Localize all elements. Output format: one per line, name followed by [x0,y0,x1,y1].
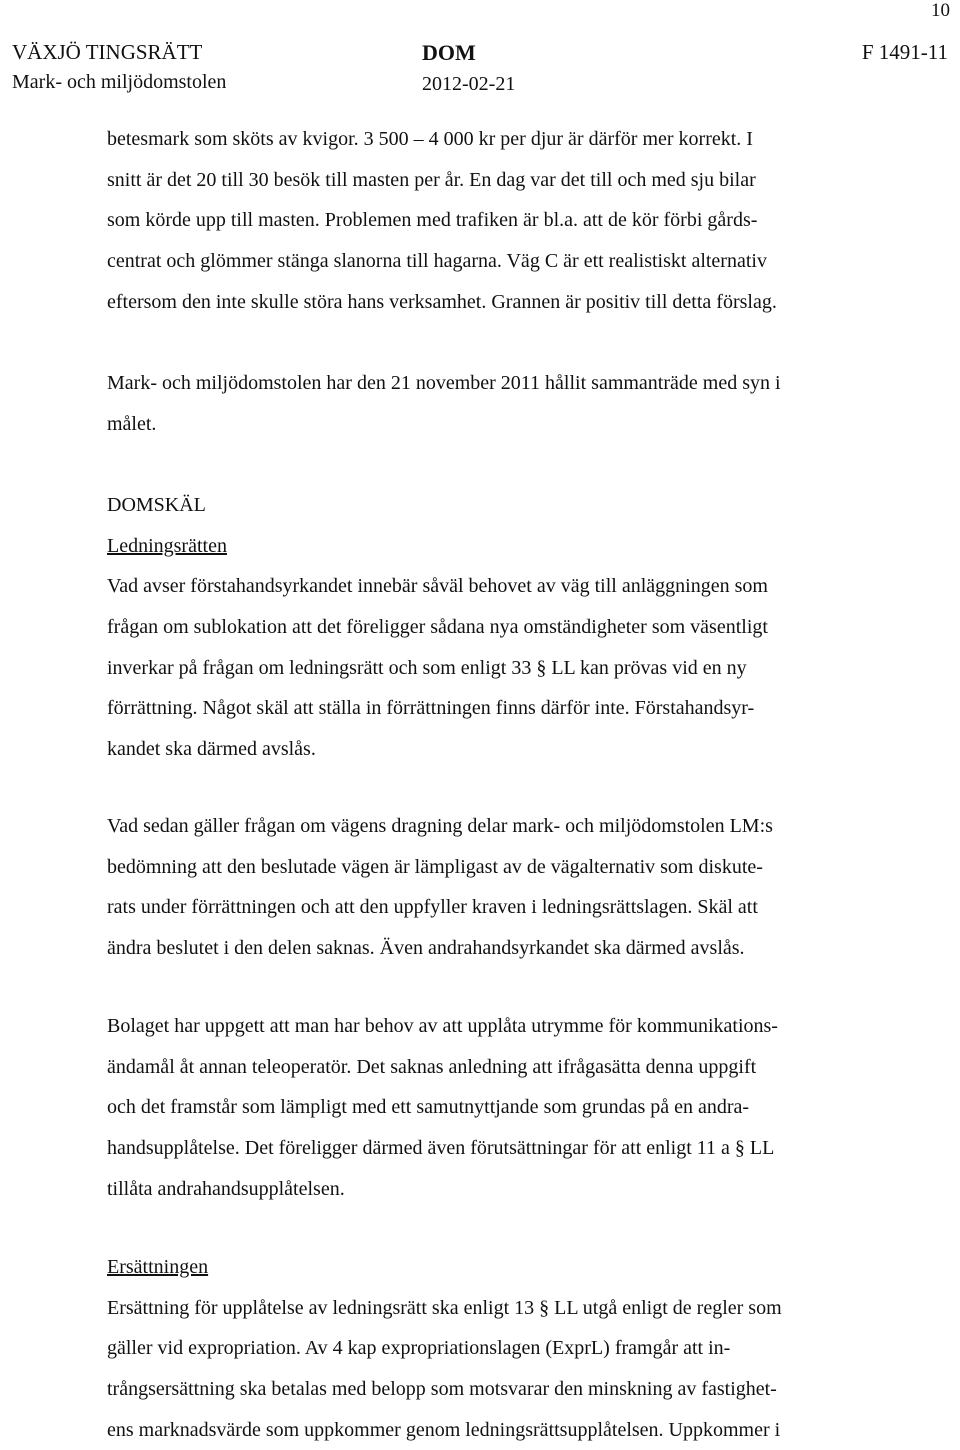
case-number: F 1491-11 [861,40,948,64]
court-name: VÄXJÖ TINGSRÄTT [12,40,203,64]
text-line: handsupplåtelse. Det föreligger därmed även förutsättningar för att enligt 11 a § LL [107,1137,775,1160]
text-line: snitt är det 20 till 30 besök till masten per år. En dag var det till och med sju bilar [107,168,756,191]
subheading-ledningsratten: Ledningsrätten [107,534,227,557]
intro-paragraph-1 [107,119,907,322]
text-line: ändamål åt annan teleoperatör. Det saknas anledning att ifrågasätta denna uppgift [107,1055,757,1078]
text-line: Ersättning för upplåtelse av ledningsrätt ska enligt 13 § LL utgå enligt de regler som [107,1296,782,1319]
domskal-paragraph-1 [107,566,907,769]
text-line: tillåta andrahandsupplåtelsen. [107,1177,345,1200]
text-line: gäller vid expropriation. Av 4 kap expropriationslagen (ExprL) framgår att in- [107,1337,731,1360]
department-name: Mark- och miljödomstolen [12,71,227,93]
intro-section [107,119,907,445]
text-line: förrättning. Något skäl att ställa in förrättningen finns därför inte. Förstahandsyr- [107,697,755,720]
domskal-paragraph-3 [107,1006,907,1209]
text-line: rats under förrättningen och att den uppfyller kraven i ledningsrättslagen. Skäl att [107,896,758,919]
ersattning-section [107,1247,907,1450]
text-line: som körde upp till masten. Problemen med trafiken är bl.a. att de kör förbi gårds- [107,209,758,232]
text-line: Mark- och miljödomstolen har den 21 november 2011 hållit sammanträde med syn i [107,372,781,395]
text-line: och det framstår som lämpligt med ett samutnyttjande som grundas på en andra- [107,1096,750,1119]
text-line: betesmark som sköts av kvigor. 3 500 – 4 000 kr per djur är därför mer korrekt. I [107,128,753,150]
text-line: Vad avser förstahandsyrkandet innebär såväl behovet av väg till anläggningen som [107,575,768,598]
text-line: bedömning att den beslutade vägen är lämpligast av de vägalternativ som diskute- [107,855,763,878]
domskal-section [107,485,907,770]
text-line: kandet ska därmed avslås. [107,738,316,761]
section-heading: DOMSKÄL [107,494,206,516]
text-line: inverkar på frågan om ledningsrätt och som enligt 33 § LL kan prövas vid en ny [107,656,747,679]
intro-paragraph-2 [107,363,907,444]
document-date: 2012-02-21 [422,73,516,95]
text-line: eftersom den inte skulle störa hans verksamhet. Grannen är positiv till detta förslag. [107,290,777,313]
domskal-paragraph-2 [107,806,907,969]
text-line: Bolaget har uppgett att man har behov av att upplåta utrymme för kommunikations- [107,1015,778,1037]
page-number: 10 [931,0,950,21]
text-line: ens marknadsvärde som uppkommer genom ledningsrättsupplåtelsen. Uppkommer i [107,1418,781,1441]
text-line: trångsersättning ska betalas med belopp som motsvarar den minskning av fastighet- [107,1378,777,1401]
text-line: Vad sedan gäller frågan om vägens dragning delar mark- och miljödomstolen LM:s [107,815,773,837]
text-line: målet. [107,412,157,435]
document-type: DOM [422,40,476,65]
text-line: frågan om sublokation att det föreligger sådana nya omständigheter som väsentligt [107,616,768,639]
text-line: ändra beslutet i den delen saknas. Även andrahandsyrkandet ska därmed avslås. [107,937,745,960]
text-line: centrat och glömmer stänga slanorna till hagarna. Väg C är ett realistiskt alternativ [107,250,767,273]
subheading-ersattningen: Ersättningen [107,1256,209,1278]
